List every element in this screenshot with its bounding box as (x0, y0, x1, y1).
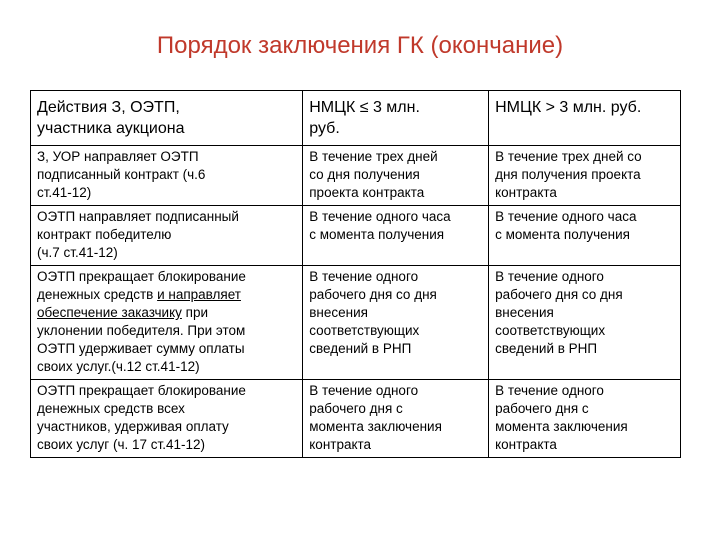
table-row (31, 266, 681, 380)
header-actions: Действия З, ОЭТП, участника аукциона (31, 91, 303, 146)
row-action (31, 266, 303, 380)
header-nmck-le-3: НМЦК ≤ 3 млн. руб. (303, 91, 489, 146)
row-term-le-3: В течение одного рабочего дня с момента заключения контракта (303, 380, 489, 458)
underlined-text: и направляет обеспечение заказчику (37, 287, 241, 320)
table-row (31, 380, 681, 458)
table-row (31, 146, 681, 206)
row-action: З, УОР направляет ОЭТП подписанный контракт (ч.6 ст.41-12) (31, 146, 303, 206)
row-term-gt-3: В течение одного часа с момента получения (489, 206, 681, 266)
row-term-gt-3: В течение одного рабочего дня со дня внесения соответствующих сведений в РНП (489, 266, 681, 380)
row-term-le-3: В течение одного рабочего дня со дня внесения соответствующих сведений в РНП (303, 266, 489, 380)
table-header-row (31, 91, 681, 146)
table-row (31, 206, 681, 266)
procedure-table (30, 90, 681, 458)
row-action: ОЭТП прекращает блокирование денежных средств всех участников, удерживая оплату своих услуг (ч. 17 ст.41-12) (31, 380, 303, 458)
row-term-gt-3: В течение одного рабочего дня с момента заключения контракта (489, 380, 681, 458)
row-term-gt-3: В течение трех дней со дня получения проекта контракта (489, 146, 681, 206)
row-action: ОЭТП направляет подписанный контракт победителю (ч.7 ст.41-12) (31, 206, 303, 266)
page-title: Порядок заключения ГК (окончание) (156, 32, 564, 59)
header-nmck-gt-3: НМЦК > 3 млн. руб. (489, 91, 681, 146)
row-term-le-3: В течение одного часа с момента получения (303, 206, 489, 266)
row-term-le-3: В течение трех дней со дня получения проекта контракта (303, 146, 489, 206)
row-action-text: при уклонении победителя. При этом ОЭТП удерживает сумму оплаты своих услуг.(ч.12 ст.41-12) (37, 305, 246, 374)
row-action-text: ОЭТП прекращает блокирование денежных средств (37, 269, 246, 302)
